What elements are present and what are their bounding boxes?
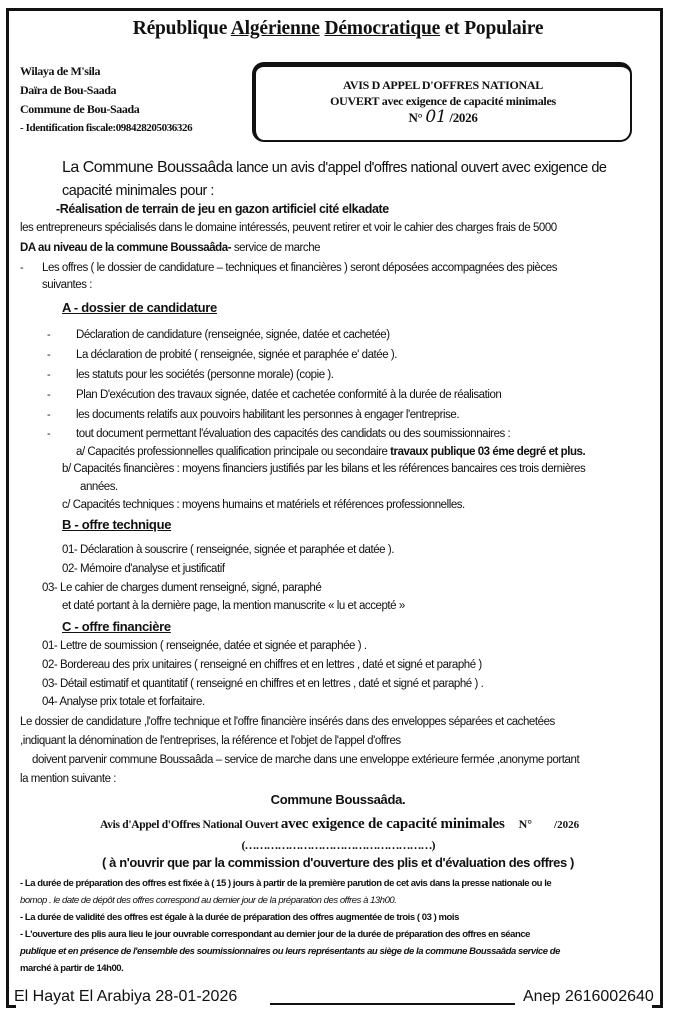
section-b-item: et daté portant à la dernière page, la mention manuscrite « lu et accepté » (62, 600, 405, 612)
offers-line-1: Les offres ( le dossier de candidature – techniques et financières ) seront déposées accompagnées des pièces (42, 262, 558, 274)
envelope-commune: Commune Boussaâda. (270, 792, 406, 807)
commune-name: La Commune Boussaâda (62, 159, 233, 176)
notice-line-2: OUVERT avec exigence de capacité minimales (330, 94, 556, 108)
newspaper-date: El Hayat El Arabiya 28-01-2026 (14, 988, 238, 1005)
capacity-professional-bold: travaux publique 03 éme degré et plus. (390, 446, 586, 458)
notice-number (256, 109, 630, 126)
section-a-item: tout document permettant l'évaluation des capacités des candidats ou des soumissionnaires : (76, 428, 511, 440)
capacity-technical: c/ Capacités techniques : moyens humains et matériels et références professionnelles. (62, 499, 465, 511)
note-3-line-2: publique et en présence de l'ensemble des soumissionnaires ou leurs représentants au siège de la commune Boussaâda service de (20, 946, 560, 957)
title-text-underlined: Algérienne (230, 18, 320, 39)
commune: Commune de Bou-Saada (20, 102, 140, 116)
section-a-item: Plan D'exécution des travaux signée, datée et cachetée conformité à la durée de réalisation (76, 389, 502, 401)
section-c-item: 02- Bordereau des prix unitaires ( renseigné en chiffres et en lettres , daté et signé et paraphé ) (42, 659, 482, 671)
title-text: et Populaire (440, 18, 544, 39)
section-a-item: La déclaration de probité ( renseignée, signée et paraphée e' datée ). (76, 349, 398, 361)
para-entrepreneurs-2 (20, 242, 320, 254)
capacity-professional-text: a/ Capacités professionnelles qualification principale ou secondaire (76, 446, 391, 458)
note-3-line-3: marché à partir de 14h00. (20, 963, 124, 974)
number-year: /2026 (449, 110, 478, 125)
daira: Daïra de Bou-Saada (20, 83, 117, 97)
section-c-title: C - offre financière (62, 619, 171, 634)
para-rest: service de marche (231, 242, 321, 254)
section-a-title: A - dossier de candidature (62, 300, 217, 315)
avis-big-text: avec exigence de capacité minimales (280, 816, 505, 832)
bullet: - (47, 389, 51, 401)
wilaya: Wilaya de M'sila (20, 64, 101, 78)
section-c-item: 04- Analyse prix totale et forfaitaire. (42, 696, 205, 708)
para-bold: DA au niveau de la commune Boussaâda- (20, 242, 232, 254)
title-text: République (132, 18, 231, 39)
capacity-financial-1: b/ Capacités financières : moyens financiers justifiés par les bilans et les références bancaires ces trois dernières (62, 463, 586, 475)
reference-placeholder: (……………………………………………) (241, 838, 435, 852)
avis-small-text: Avis d'Appel d'Offres National Ouvert (100, 819, 281, 831)
intro-text: lance un avis d'appel d'offres national ouvert avec exigence de capacité minimales pour : (62, 160, 607, 199)
bullet: - (47, 428, 51, 440)
document-title (0, 18, 676, 40)
offers-line-2: suivantes : (42, 279, 93, 291)
bullet: - (47, 329, 51, 341)
avis-year: /2026 (554, 819, 580, 831)
para-entrepreneurs-1: les entrepreneurs spécialisés dans le domaine intéressés, peuvent retirer et voir le cahier des charges frais de 5000 (20, 222, 557, 234)
envelope-line-2: ,indiquant la dénomination de l'entreprises, la référence et l'objet de l'appel d'offres (20, 735, 401, 747)
note-2: - La durée de validité des offres est égale à la durée de préparation des offres augmentée de trois ( 03 ) mois (20, 912, 459, 923)
section-c-item: 03- Détail estimatif et quantitatif ( renseigné en chiffres et en lettres , daté et signé et paraphé ) . (42, 678, 484, 690)
envelope-line-4: la mention suivante : (20, 773, 117, 785)
section-b-item: 01- Déclaration à souscrire ( renseignée, signée et paraphée et datée ). (62, 544, 394, 556)
note-3-line-1: - L'ouverture des plis aura lieu le jour ouvrable correspondant au dernier jour de la durée de préparation des offres en séance (20, 929, 530, 940)
section-b-item: 03- Le cahier de charges dument renseigné, signé, paraphé (42, 582, 322, 594)
notice-box (252, 62, 632, 142)
title-text-underlined: Démocratique (324, 18, 441, 39)
number-prefix: N° (408, 110, 423, 125)
issuer-block (20, 62, 192, 138)
section-a-item: les documents relatifs aux pouvoirs habilitant les personnes à engager l'entreprise. (76, 409, 460, 421)
handwritten-number: 01 (425, 107, 447, 127)
avis-number-label: N° (518, 817, 533, 831)
project-title: -Réalisation de terrain de jeu en gazon artificiel cité elkadate (56, 202, 389, 216)
envelope-line-3: doivent parvenir commune Boussaâda – service de marche dans une enveloppe extérieure fermée ,anonyme portant (32, 754, 580, 766)
section-b-item: 02- Mémoire d'analyse et justificatif (62, 563, 225, 575)
bullet: - (47, 369, 51, 381)
section-a-item: les statuts pour les sociétés (personne morale) (copie ). (76, 369, 334, 381)
envelope-line-1: Le dossier de candidature ,l'offre technique et l'offre financière insérés dans des enveloppes séparées et cachetées (20, 716, 555, 728)
section-c-item: 01- Lettre de soumission ( renseignée, datée et signée et paraphée ) . (42, 640, 367, 652)
capacity-financial-2: années. (80, 481, 118, 493)
fiscal-id: - Identification fiscale:098428205036326 (20, 122, 193, 134)
envelope-avis (100, 815, 579, 833)
open-note: ( à n'ouvrir que par la commission d'ouverture des plis et d'évaluation des offres ) (102, 855, 574, 870)
anep-reference: Anep 2616002640 (523, 988, 654, 1005)
section-b-title: B - offre technique (62, 517, 172, 532)
intro-paragraph (62, 156, 652, 203)
bullet: - (20, 262, 24, 274)
frame-corner (652, 1005, 662, 1008)
notice-line-1: AVIS D APPEL D'OFFRES NATIONAL (343, 78, 543, 92)
capacity-professional (76, 446, 585, 458)
note-1-line-2: bomop . le date de dépôt des offres correspond au dernier jour de la préparation des offres à 13h00. (20, 895, 397, 906)
bullet: - (47, 349, 51, 361)
footer-rule (270, 1003, 515, 1005)
section-a-item: Déclaration de candidature (renseignée, signée, datée et cachetée) (76, 329, 390, 341)
note-1-line-1: - La durée de préparation des offres est fixée à ( 15 ) jours à partir de la première parution de cet avis dans la presse nationale ou le (20, 878, 552, 889)
bullet: - (47, 409, 51, 421)
